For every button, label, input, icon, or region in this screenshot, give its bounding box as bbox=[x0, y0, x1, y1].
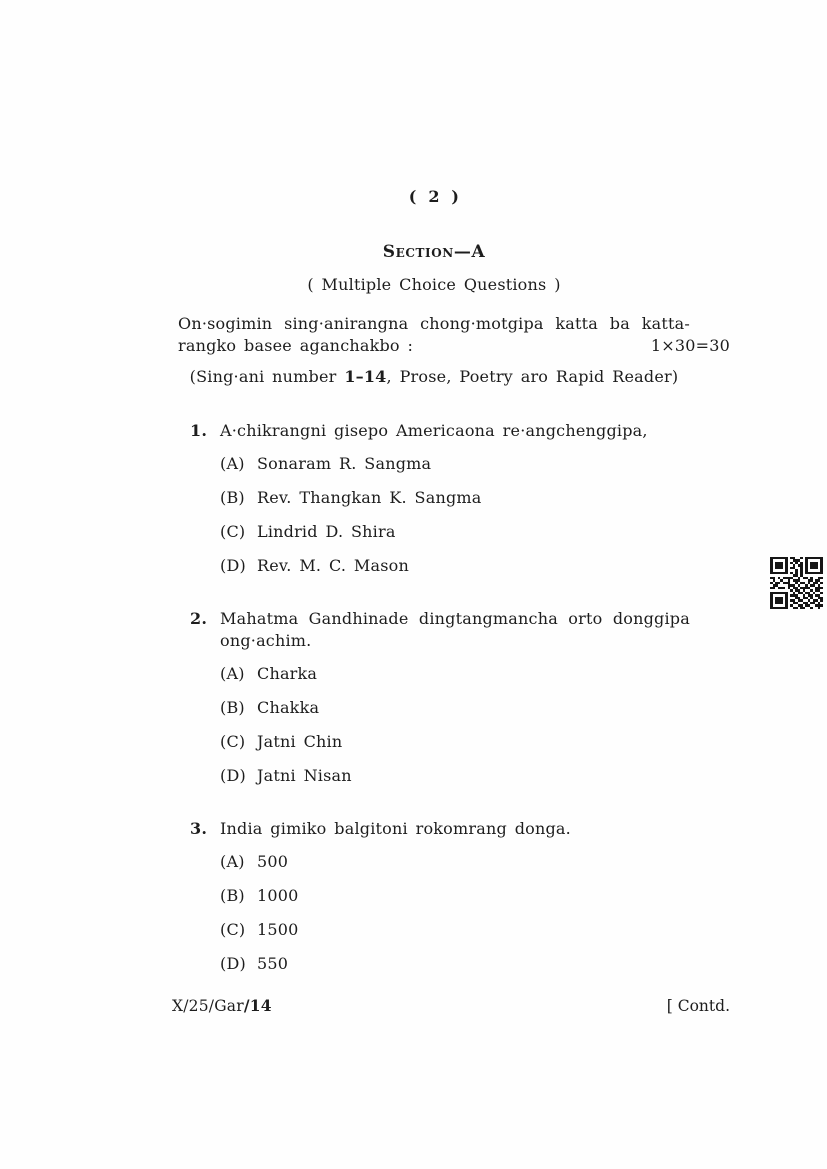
option-text: 550 bbox=[257, 954, 289, 973]
option-row bbox=[220, 919, 690, 941]
marks-value: 1×30=30 bbox=[650, 336, 730, 355]
option-text: Rev. M. C. Mason bbox=[257, 556, 409, 575]
option-row bbox=[220, 453, 690, 475]
option-label: (B) bbox=[220, 886, 245, 905]
option-label: (B) bbox=[220, 488, 245, 507]
question-text: India gimiko balgitoni rokomrang donga. bbox=[220, 819, 571, 838]
contd-label: [ Contd. bbox=[666, 997, 730, 1015]
question-list bbox=[178, 420, 690, 975]
option-text: 500 bbox=[257, 852, 289, 871]
page-number: ( 2 ) bbox=[408, 187, 460, 206]
question-2 bbox=[178, 608, 690, 787]
option-label: (A) bbox=[220, 852, 245, 871]
page-content bbox=[178, 186, 730, 975]
section-subtitle: ( Multiple Choice Questions ) bbox=[307, 275, 561, 294]
option-row bbox=[220, 663, 690, 685]
option-row bbox=[220, 885, 690, 907]
paper-code-suffix: /14 bbox=[243, 996, 272, 1015]
option-text: Lindrid D. Shira bbox=[257, 522, 396, 541]
option-label: (D) bbox=[220, 556, 246, 575]
option-label: (C) bbox=[220, 732, 246, 751]
option-label: (C) bbox=[220, 920, 246, 939]
question-text: Mahatma Gandhinade dingtangmancha orto donggipa ong·achim. bbox=[220, 609, 690, 650]
option-label: (A) bbox=[220, 664, 245, 683]
option-row bbox=[220, 953, 690, 975]
question-3 bbox=[178, 818, 690, 975]
option-row bbox=[220, 697, 690, 719]
option-row bbox=[220, 765, 690, 787]
option-row bbox=[220, 731, 690, 753]
paper-code bbox=[172, 995, 272, 1017]
question-text: A·chikrangni gisepo Americaona re·angchenggipa, bbox=[220, 421, 648, 440]
option-text: 1500 bbox=[257, 920, 299, 939]
instruction-line-1: On·sogimin sing·anirangna chong·motgipa katta ba katta- bbox=[178, 314, 690, 333]
option-row bbox=[220, 555, 690, 577]
question-range-note bbox=[178, 366, 690, 388]
question-number: 1. bbox=[190, 421, 208, 440]
question-number: 3. bbox=[190, 819, 208, 838]
option-label: (D) bbox=[220, 766, 246, 785]
section-title: Section—A bbox=[382, 242, 486, 262]
option-text: Charka bbox=[257, 664, 318, 683]
instruction-paragraph bbox=[178, 313, 730, 357]
option-row bbox=[220, 521, 690, 543]
option-row bbox=[220, 487, 690, 509]
option-label: (B) bbox=[220, 698, 245, 717]
option-row bbox=[220, 851, 690, 873]
paper-code-prefix: X/25/Gar bbox=[172, 997, 244, 1015]
question-number: 2. bbox=[190, 609, 208, 628]
note-range: 1–14 bbox=[344, 367, 387, 386]
option-label: (D) bbox=[220, 954, 246, 973]
option-list bbox=[178, 851, 690, 975]
note-post: , Prose, Poetry aro Rapid Reader) bbox=[386, 367, 679, 386]
note-pre: (Sing·ani number bbox=[189, 367, 345, 386]
option-text: Jatni Nisan bbox=[257, 766, 352, 785]
option-label: (A) bbox=[220, 454, 245, 473]
option-text: Chakka bbox=[257, 698, 320, 717]
option-text: Jatni Chin bbox=[257, 732, 343, 751]
option-label: (C) bbox=[220, 522, 246, 541]
option-list bbox=[178, 453, 690, 577]
option-list bbox=[178, 663, 690, 787]
option-text: Sonaram R. Sangma bbox=[257, 454, 432, 473]
instruction-line-2: rangko basee aganchakbo : bbox=[178, 336, 414, 355]
qr-code bbox=[770, 557, 823, 609]
option-text: Rev. Thangkan K. Sangma bbox=[257, 488, 482, 507]
option-text: 1000 bbox=[257, 886, 299, 905]
question-1 bbox=[178, 420, 690, 577]
